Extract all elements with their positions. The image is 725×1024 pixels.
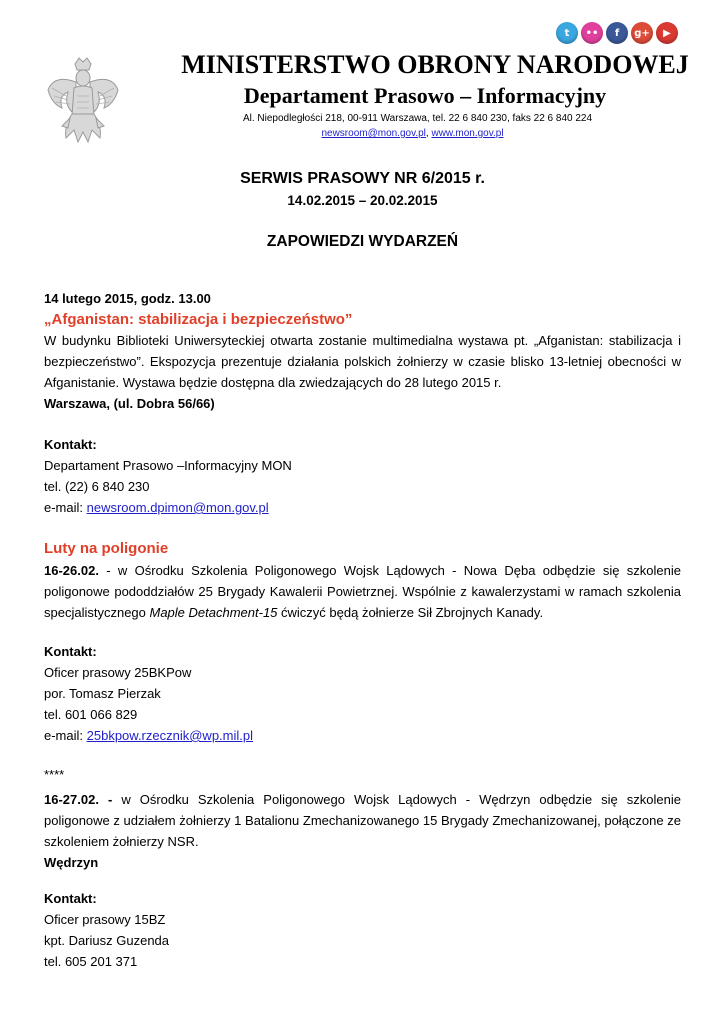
contact-tel: tel. 605 201 371 bbox=[44, 954, 138, 969]
event-1-body: W budynku Biblioteki Uniwersyteckiej otwarta zostanie multimedialna wystawa pt. „Afganistan: stabilizacja i bezpieczeństwo”. Ekspozycja prezentuje działania polskich żołnierzy w czasie blisko 13-letniej obecności w Afganistanie. Wystawa będzie dostępna dla zwiedzających do 28 lutego 2015 r. bbox=[44, 333, 681, 390]
service-title: SERWIS PRASOWY NR 6/2015 r. bbox=[240, 170, 485, 187]
contact-email-line bbox=[44, 725, 681, 746]
event-2-text-a: - w Ośrodku Szkolenia Poligonowego Wojsk Lądowych - Nowa Dęba odbędzie się szkolenie poligonowe pododdziałów 25 Brygady Kawalerii Powietrznej. Wspólnie z kawalerzystami w ramach szkolenia specjalistycznego bbox=[44, 563, 681, 620]
link-separator: , bbox=[425, 128, 432, 139]
newsroom-email-link[interactable]: newsroom@mon.gov.pl bbox=[321, 128, 426, 139]
website-link[interactable]: www.mon.gov.pl bbox=[431, 128, 504, 139]
service-dates: 14.02.2015 – 20.02.2015 bbox=[287, 193, 438, 208]
events-heading: ZAPOWIEDZI WYDARZEŃ bbox=[266, 233, 459, 250]
event-1-date: 14 lutego 2015, godz. 13.00 bbox=[44, 291, 211, 306]
googleplus-icon[interactable]: g+ bbox=[631, 22, 653, 44]
event-2 bbox=[44, 538, 681, 623]
event-2-date: 16-26.02. bbox=[44, 563, 99, 578]
address-line: Al. Niepodległości 218, 00-911 Warszawa, tel. 22 6 840 230, faks 22 6 840 224 bbox=[242, 113, 593, 124]
event-3 bbox=[44, 764, 681, 873]
email-label: e-mail: bbox=[44, 500, 87, 515]
event-1-contact bbox=[44, 434, 681, 518]
contact-tel: tel. 601 066 829 bbox=[44, 707, 138, 722]
event-3-body bbox=[44, 789, 681, 852]
event-2-text-italic: Maple Detachment-15 bbox=[149, 605, 278, 620]
social-icons bbox=[556, 22, 678, 44]
department-title: Departament Prasowo – Informacyjny bbox=[243, 83, 607, 108]
event-2-title: Luty na poligonie bbox=[44, 540, 169, 557]
contact-role: Oficer prasowy 15BZ bbox=[44, 912, 166, 927]
event-2-contact bbox=[44, 641, 681, 746]
contact-name: por. Tomasz Pierzak bbox=[44, 686, 161, 701]
facebook-icon[interactable]: f bbox=[606, 22, 628, 44]
event-1 bbox=[44, 288, 681, 414]
event-2-body bbox=[44, 560, 681, 623]
contact-email-link[interactable]: newsroom.dpimon@mon.gov.pl bbox=[86, 500, 269, 515]
event-1-title: „Afganistan: stabilizacja i bezpieczeństwo” bbox=[44, 311, 353, 328]
event-2-text-b: ćwiczyć będą żołnierze Sił Zbrojnych Kanady. bbox=[277, 605, 544, 620]
contact-label: Kontakt: bbox=[44, 644, 97, 659]
contact-label: Kontakt: bbox=[44, 891, 97, 906]
flickr-icon[interactable]: •• bbox=[581, 22, 603, 44]
contact-email-line bbox=[44, 497, 681, 518]
event-3-date: 16-27.02. - bbox=[44, 792, 113, 807]
youtube-icon[interactable]: ▶ bbox=[656, 22, 678, 44]
contact-tel: tel. (22) 6 840 230 bbox=[44, 479, 150, 494]
event-3-contact bbox=[44, 888, 681, 972]
contact-email-link[interactable]: 25bkpow.rzecznik@wp.mil.pl bbox=[86, 728, 253, 743]
twitter-icon[interactable]: t bbox=[556, 22, 578, 44]
contact-links bbox=[0, 128, 725, 139]
contact-label: Kontakt: bbox=[44, 437, 97, 452]
email-label: e-mail: bbox=[44, 728, 87, 743]
contact-role: Oficer prasowy 25BKPow bbox=[44, 665, 192, 680]
ministry-title: MINISTERSTWO OBRONY NARODOWEJ bbox=[181, 50, 689, 79]
contact-name: kpt. Dariusz Guzenda bbox=[44, 933, 170, 948]
section-separator: **** bbox=[44, 767, 65, 782]
contact-org: Departament Prasowo –Informacyjny MON bbox=[44, 458, 292, 473]
event-3-location: Wędrzyn bbox=[44, 855, 99, 870]
event-3-text: w Ośrodku Szkolenia Poligonowego Wojsk Lądowych - Wędrzyn odbędzie się szkolenie poligonowe z udziałem żołnierzy 1 Batalionu Zmechanizowanego 15 Brygady Zmechanizowanej, połączone ze szkoleniem żołnierzy NSR. bbox=[44, 792, 682, 849]
event-1-location: Warszawa, (ul. Dobra 56/66) bbox=[44, 396, 215, 411]
